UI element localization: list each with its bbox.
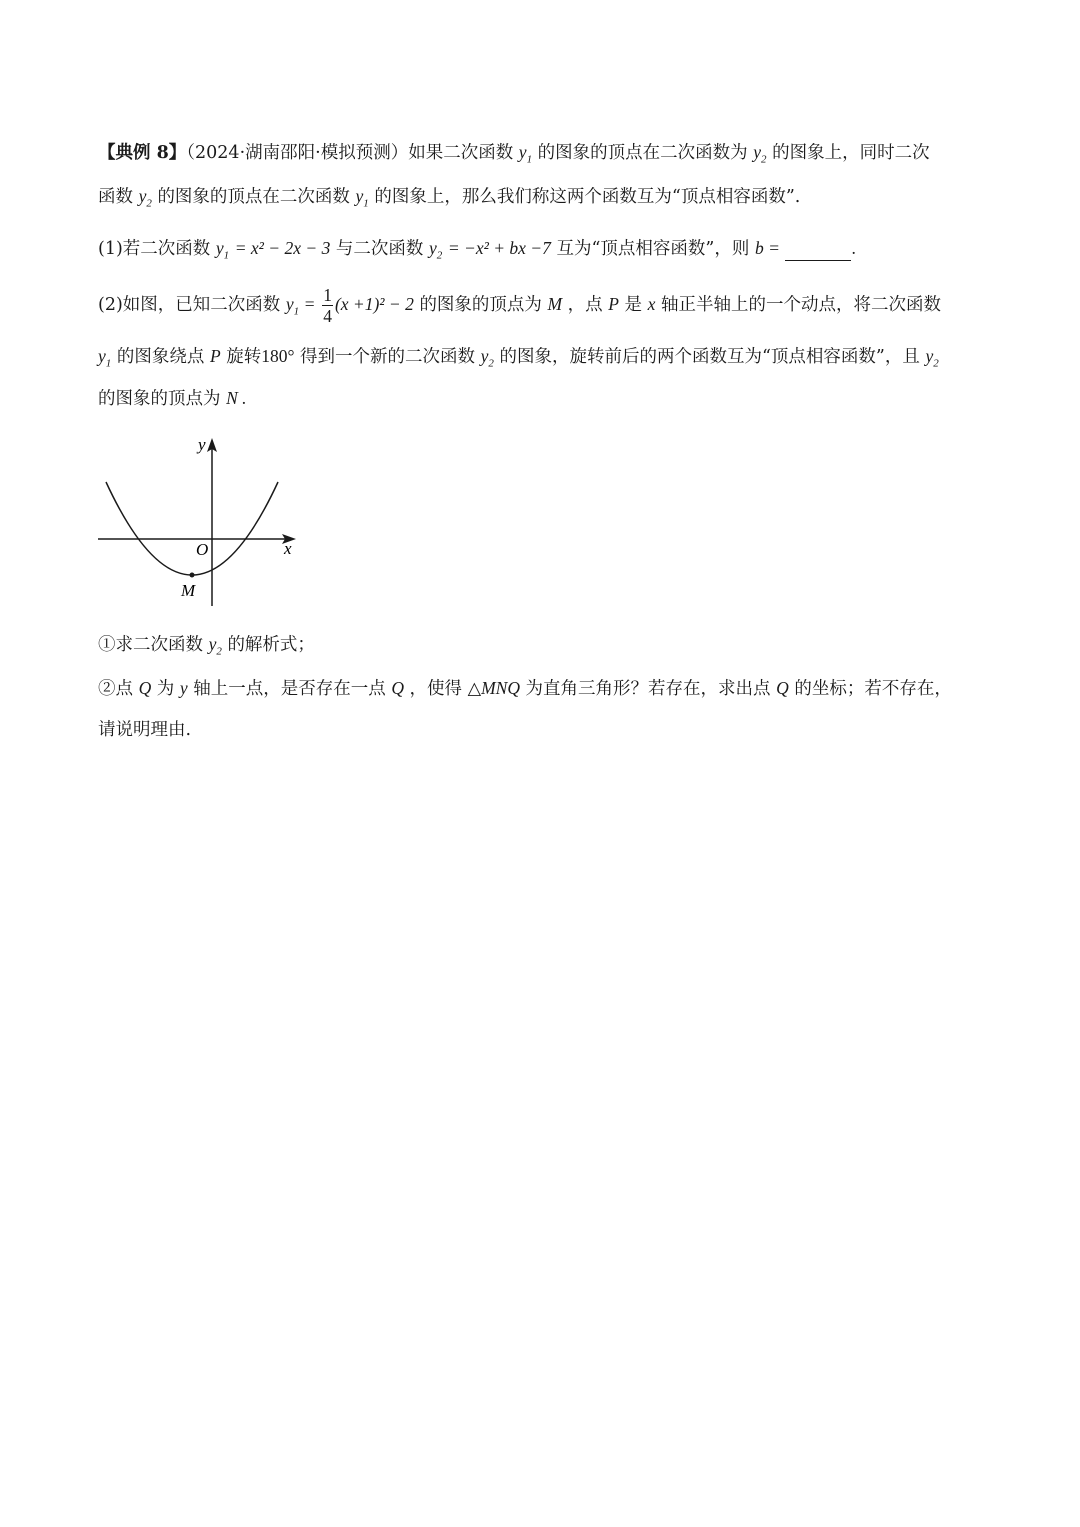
fraction-one-quarter: $\frac{1}{4}$: [323, 285, 332, 326]
text: 轴上一点，是否存在一点: [193, 679, 386, 699]
parabola-figure: [92, 428, 302, 610]
vertex-label-M: M: [181, 581, 196, 600]
var-N: N .: [226, 388, 247, 408]
text: 的解析式；: [227, 635, 315, 655]
var-y2: $y_2$: [428, 238, 443, 262]
part-2-line-2: [98, 344, 984, 369]
text: 的图象，旋转前后的两个函数互为“顶点相容函数”，且: [499, 347, 920, 367]
var-y1: $y_1$: [215, 238, 230, 262]
var-y2: $y_2$: [138, 186, 152, 210]
var-y2: $y_2$: [753, 142, 767, 166]
text: 的图象的顶点为: [419, 295, 542, 315]
text: 的图象的顶点在二次函数为: [537, 143, 748, 163]
text: ②点: [98, 679, 133, 699]
var-y1: $y_1$: [518, 142, 533, 166]
text: 的图象绕点: [116, 347, 205, 367]
var-y1: $y_1$: [285, 294, 300, 318]
problem-source: （2024·湖南邵阳·模拟预测）: [186, 143, 409, 163]
axis-label-y: y: [198, 435, 206, 454]
text: 函数: [98, 187, 133, 207]
part-1-line: (1)若二次函数 $y_1 = x^2 - 2x - 3$ 与二次函数 $y_2 = -x^2$ + bx −7 互为“顶点相容函数”，则 b = .: [98, 238, 856, 262]
text: 是: [624, 295, 643, 315]
var-y1: $y_1$: [98, 346, 112, 370]
text: 轴正半轴上的一个动点，将二次函数: [660, 295, 941, 315]
answer-blank[interactable]: [785, 242, 851, 261]
part-2-label: (2)如图，已知二次函数: [98, 295, 281, 315]
text: 得到一个新的二次函数: [300, 347, 476, 367]
var-b: b =: [754, 238, 780, 258]
question-2-line-2: [98, 718, 984, 742]
problem-line-1: [98, 140, 984, 165]
var-Q: Q: [138, 678, 152, 698]
var-P: P: [608, 294, 619, 314]
text: 的坐标；若不存在，: [794, 679, 952, 699]
equation-y1: = x² − 2x − 3: [234, 238, 331, 258]
equation-y1-tail: (x +1)² − 2: [334, 294, 414, 314]
var-y1: $y_1$: [355, 186, 369, 210]
problem-tag: 【典例 8】: [98, 143, 187, 163]
part-1-label: (1)若二次函数: [98, 239, 211, 259]
origin-label: O: [196, 540, 209, 559]
text: ①求二次函数: [98, 635, 203, 655]
text: ，点: [567, 295, 603, 315]
text: 如果二次函数: [408, 143, 514, 163]
text: 请说明理由.: [98, 720, 192, 740]
part-2-line-1: (2)如图，已知二次函数 $y_1$ = $\frac{1}{4}$ (x +1)² − 2 的图象的顶点为 M ，点 P 是 x 轴正半轴上的一个动点，将二次函数: [98, 285, 941, 326]
text: 的图象上，那么我们称这两个函数互为“顶点相容函数”.: [374, 187, 801, 207]
text: 的图象的顶点在二次函数: [157, 187, 350, 207]
var-y2: $y_2$: [208, 634, 222, 658]
text: 互为“顶点相容函数”，则: [556, 239, 750, 259]
text: 的图象的顶点为: [98, 389, 221, 409]
var-Q: Q: [776, 678, 789, 698]
text: 为: [156, 679, 175, 699]
var-y2: $y_2$: [925, 346, 939, 370]
var-y: y: [179, 678, 188, 698]
text: 的图象上，同时二次: [772, 143, 930, 163]
question-1: [98, 632, 984, 657]
axis-label-x: x: [284, 539, 292, 558]
var-y2: $y_2$: [480, 346, 494, 370]
question-2-line-1: [98, 676, 984, 701]
text: 与二次函数: [335, 239, 424, 259]
var-x: x: [647, 294, 656, 314]
parabola-curve: [106, 482, 278, 575]
angle-180: 180°: [261, 346, 295, 366]
equation-y2: = −x² + bx −7: [447, 238, 551, 258]
part-2-line-3: [98, 386, 984, 411]
text: 旋转: [226, 347, 262, 367]
text: ，使得: [409, 679, 463, 699]
vertex-point-M: [190, 573, 195, 578]
problem-line-2: [98, 184, 984, 209]
var-M: M: [547, 294, 563, 314]
text: 为直角三角形？若存在，求出点: [525, 679, 771, 699]
var-P: P: [209, 346, 221, 366]
triangle-MNQ: △MNQ: [467, 678, 520, 698]
var-Q: Q: [391, 678, 404, 698]
